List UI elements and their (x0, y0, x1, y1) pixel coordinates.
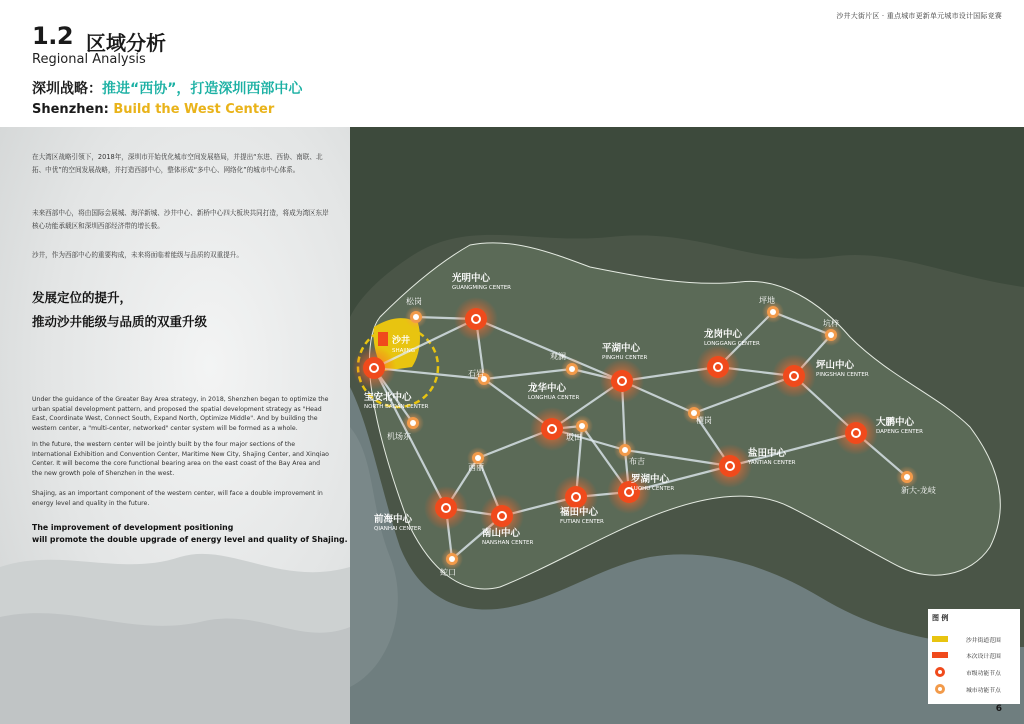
page-number: 6 (995, 704, 1002, 714)
strategy-prefix: 深圳战略： (32, 81, 102, 97)
section-title-en: Regional Analysis (32, 52, 146, 67)
minor-node-label: 石岩 (468, 369, 484, 378)
strategy-title-en (32, 102, 274, 117)
major-center-node (352, 346, 396, 390)
major-center-node (424, 486, 468, 530)
legend-item-design-range (932, 649, 1001, 661)
en-bold-statement (32, 522, 350, 546)
para-cn-1: 在大湾区战略引领下，2018年，深圳市开始优化城市空间发展格局，并提出“东进、西协、南联、北拓、中优”的空间发展战略，并打造西部中心，整体形成“多中心、网络化”的城市中心体系。 (32, 153, 323, 174)
en-bold-line-2: will promote the double upgrade of energy level and quality of Shajing. (32, 535, 348, 544)
shajing-label-cn: 沙井 (392, 336, 411, 346)
legend-swatch-red (932, 652, 948, 658)
minor-node-label: 横岗 (696, 416, 712, 425)
city-node-icon (935, 667, 945, 677)
major-center-label-cn: 平湖中心 (602, 343, 641, 354)
para-cn-2: 未来西部中心，将由国际会展城、海洋新城、沙井中心、新桥中心四大板块共同打造，将成为湾区东岸核心功能承载区和深圳西部经济带的增长极。 (32, 209, 329, 230)
major-center-label-cn: 宝安北中心 (364, 392, 412, 403)
major-center-node (772, 354, 816, 398)
section-title-cn: 区域分析 (86, 31, 166, 55)
minor-node-label: 西丽 (468, 463, 484, 472)
minor-node-label: 坑梓 (823, 319, 839, 328)
strategy-title (32, 78, 302, 98)
minor-node (405, 306, 427, 328)
minor-node-label: 坪地 (759, 296, 775, 305)
shajing-label-en: SHAJING (392, 348, 416, 354)
minor-node (402, 412, 424, 434)
map-legend (928, 609, 1020, 704)
major-center-node (696, 345, 740, 389)
major-center-label-en: PINGHU CENTER (602, 355, 648, 361)
major-center-label-cn: 前海中心 (374, 514, 413, 525)
para-en-1: Under the guidance of the Greater Bay Area strategy, in 2018, Shenzhen began to optimize the urban spatial development pattern, and proposed the spatial development strategy as "Head East, Coordinate West, Connect South, Expand North, Optimize Middle". And by building the western center, a "multi-center, networked" center system will be formed as a whole. (32, 396, 329, 432)
major-center-label-en: QIANHAI CENTER (374, 526, 422, 532)
text-panel (0, 127, 350, 724)
legend-label-urban-node: 城市功能节点 (966, 687, 1001, 694)
legend-label-street-range: 沙井街道范围 (966, 637, 1001, 644)
minor-node-label: 机场东 (387, 432, 411, 441)
en-bold-line-1: The improvement of development positioning (32, 523, 234, 532)
strategy-en-prefix: Shenzhen: (32, 102, 114, 117)
strategy-highlight: 推进“西协”，打造深圳西部中心 (102, 81, 303, 97)
header-project-note: 沙井大街片区 · 重点城市更新单元城市设计国际竞赛 (836, 12, 1002, 20)
major-center-label-en: YANTIAN CENTER (748, 460, 796, 466)
para-en-3: Shajing, as an important component of the western center, will face a double improvement in energy level and quality in the future. (32, 490, 323, 507)
major-center-label-en: NORTH BAOAN CENTER (364, 404, 429, 410)
urban-node-icon (935, 684, 945, 694)
major-center-label-cn: 盐田中心 (748, 448, 787, 459)
major-center-label-en: LUOHU CENTER (631, 486, 675, 492)
major-center-label-en: GUANGMING CENTER (452, 285, 512, 291)
legend-item-street-range (932, 633, 1001, 645)
legend-item-city-node (932, 666, 1001, 678)
para-cn-3: 沙井，作为西部中心的重要构成，未来将面临着能级与品质的双重提升。 (32, 251, 243, 259)
minor-node (561, 358, 583, 380)
major-center-node (708, 444, 752, 488)
minor-node-label: 坂田 (566, 433, 582, 442)
major-center-label-cn: 南山中心 (482, 528, 521, 539)
minor-node-label: 新大-龙岐 (901, 486, 936, 495)
minor-node-label: 蛇口 (440, 568, 456, 577)
major-center-label-cn: 坪山中心 (816, 360, 855, 371)
major-center-node (600, 359, 644, 403)
major-center-label-cn: 龙岗中心 (704, 329, 743, 340)
legend-swatch-yellow (932, 636, 948, 642)
major-center-label-cn: 福田中心 (560, 507, 599, 518)
major-center-node (834, 411, 878, 455)
major-center-label-en: LONGGANG CENTER (704, 341, 760, 347)
para-en-2: In the future, the western center will be jointly built by the four major sections of the International Exhibition and Convention Center, Maritime New City, Shajing Center, and Xinqiao Center. It will become the core functional bearing area on the east coast of the Bay Area and the new growth pole of Shenzhen in the west. (32, 441, 329, 477)
legend-title: 图 例 (932, 614, 949, 622)
minor-node (896, 466, 918, 488)
major-center-label-cn: 光明中心 (452, 273, 491, 284)
minor-node-label: 布吉 (629, 457, 645, 466)
major-center-label-cn: 龙华中心 (528, 383, 567, 394)
legend-label-design-range: 本次设计范围 (966, 653, 1001, 660)
major-center-label-cn: 罗湖中心 (631, 474, 670, 485)
major-center-label-en: PINGSHAN CENTER (816, 372, 869, 378)
positioning-title-1: 发展定位的提升， (32, 290, 133, 305)
legend-label-city-node: 市级功能节点 (966, 670, 1001, 677)
shajing-design-area (378, 332, 388, 346)
major-center-label-en: FUTIAN CENTER (560, 519, 604, 525)
major-center-node (530, 407, 574, 451)
strategy-en-highlight: Build the West Center (113, 102, 275, 117)
legend-item-urban-node (932, 683, 1001, 695)
major-center-label-en: LONGHUA CENTER (528, 395, 580, 401)
section-number: 1.2 (32, 22, 74, 50)
shenzhen-map (350, 127, 1024, 724)
positioning-title-2: 推动沙井能级与品质的双重升级 (32, 314, 208, 329)
minor-node (441, 548, 463, 570)
major-center-label-cn: 大鹏中心 (876, 417, 915, 428)
minor-node-label: 观澜 (550, 352, 566, 361)
map-svg (350, 127, 1024, 724)
major-center-label-en: NANSHAN CENTER (482, 540, 534, 546)
major-center-label-en: DAPENG CENTER (876, 429, 923, 435)
major-center-node (454, 297, 498, 341)
minor-node-label: 松岗 (406, 297, 422, 306)
